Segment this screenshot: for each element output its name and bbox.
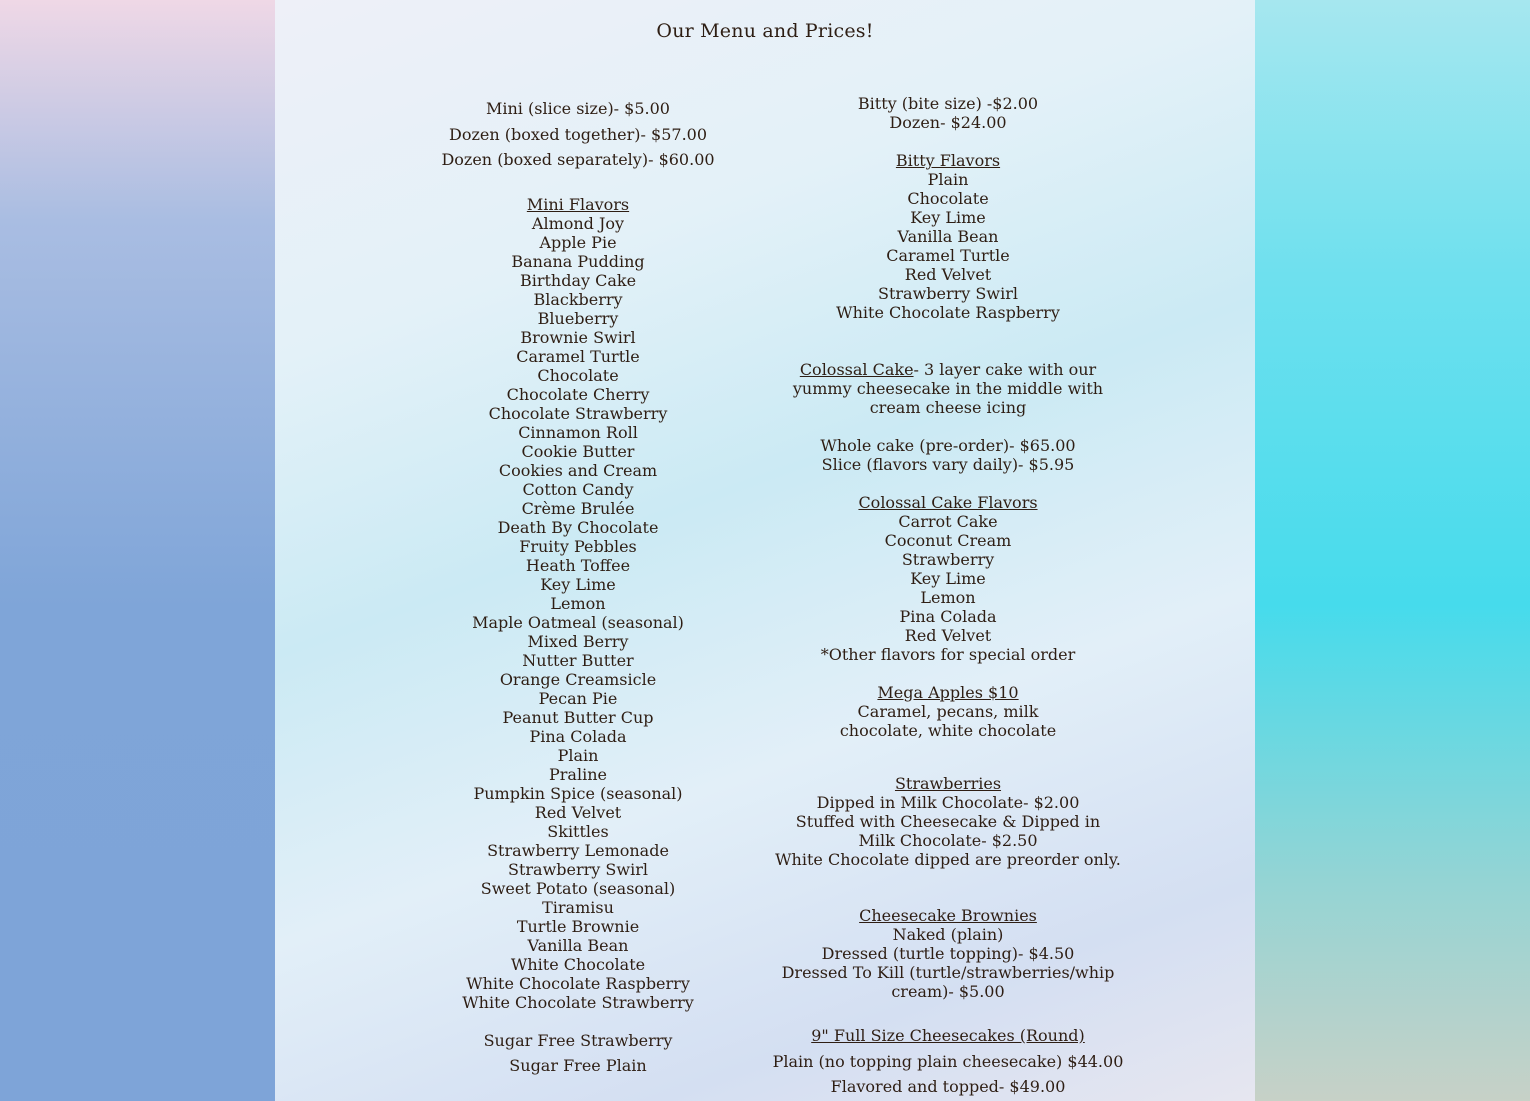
mini-flavor-item: Birthday Cake (519, 270, 637, 290)
strawberries-heading: Strawberries (894, 774, 1002, 793)
bitty-flavor-list (760, 170, 1136, 322)
mini-price-line: Mini (slice size)- $5.00 (486, 99, 670, 118)
background-right (1255, 0, 1530, 1101)
mini-flavor-item: Maple Oatmeal (seasonal) (472, 612, 684, 632)
mini-flavor-item: Red Velvet (534, 802, 622, 822)
mini-flavor-item: Death By Chocolate (497, 517, 659, 537)
mini-flavor-item: Cotton Candy (522, 479, 634, 499)
bitty-flavors-heading: Bitty Flavors (895, 151, 1001, 170)
mini-flavor-item: Cookies and Cream (498, 460, 658, 480)
mini-flavor-item: Chocolate Cherry (506, 384, 650, 404)
brownies-line: Dressed To Kill (turtle/strawberries/whip cream)- $5.00 (781, 963, 1115, 1001)
background-left (0, 0, 275, 1101)
mini-flavor-item: Pina Colada (529, 726, 627, 746)
strawberries-line: Stuffed with Cheesecake & Dipped in Milk Chocolate- $2.50 (795, 812, 1101, 850)
mini-flavor-item: Turtle Brownie (516, 916, 640, 936)
mini-price-line: Dozen (boxed separately)- $60.00 (441, 150, 715, 169)
mini-flavor-item: Banana Pudding (511, 251, 645, 271)
mini-flavor-item: Peanut Butter Cup (502, 707, 654, 727)
mini-prices (420, 96, 736, 173)
mega-apples-description: Caramel, pecans, milk chocolate, white chocolate (839, 702, 1057, 740)
bitty-flavor-item: Key Lime (910, 208, 986, 227)
sugar-free-item: Sugar Free Strawberry (483, 1030, 673, 1050)
sugar-free-list (420, 1028, 736, 1078)
mini-flavor-item: Heath Toffee (525, 555, 631, 575)
bitty-price-line: Bitty (bite size) -$2.00 (857, 94, 1039, 113)
full-size-section (760, 1023, 1136, 1100)
colossal-flavor-list (760, 512, 1136, 664)
mini-flavor-item: Lemon (550, 593, 606, 613)
colossal-flavor-item: Strawberry (901, 550, 995, 569)
mini-flavor-item: Almond Joy (531, 213, 625, 233)
mini-flavor-item: Orange Creamsicle (499, 669, 657, 689)
brownies-line: Dressed (turtle topping)- $4.50 (821, 944, 1075, 963)
bitty-flavor-item: Plain (927, 170, 969, 189)
mini-flavor-item: Strawberry Lemonade (487, 840, 669, 860)
sugar-free-item: Sugar Free Plain (509, 1055, 647, 1075)
bitty-price-line: Dozen- $24.00 (889, 113, 1007, 132)
mini-flavor-item: Sweet Potato (seasonal) (480, 878, 676, 898)
brownies-heading: Cheesecake Brownies (859, 906, 1037, 925)
mini-flavors-heading: Mini Flavors (526, 194, 630, 214)
menu-panel (275, 0, 1255, 1101)
bitty-flavor-item: Red Velvet (904, 265, 992, 284)
mini-flavor-item: Blackberry (533, 289, 623, 309)
mini-flavor-item: Vanilla Bean (527, 935, 629, 955)
mini-flavor-item: White Chocolate Raspberry (466, 973, 690, 993)
mini-flavor-item: Pumpkin Spice (seasonal) (473, 783, 683, 803)
mini-flavor-item: Praline (549, 764, 607, 784)
mini-flavor-item: Pecan Pie (538, 688, 618, 708)
colossal-flavor-item: Red Velvet (904, 626, 992, 645)
specials-column (760, 94, 1136, 1100)
full-size-heading: 9" Full Size Cheesecakes (Round) (811, 1026, 1085, 1045)
mini-flavor-item: Skittles (547, 821, 609, 841)
mini-flavor-item: White Chocolate (510, 954, 646, 974)
colossal-flavor-item: Lemon (920, 588, 976, 607)
mini-flavor-item: Cinnamon Roll (518, 422, 638, 442)
mini-flavor-item: Blueberry (537, 308, 619, 328)
mini-flavor-item: Chocolate (537, 365, 619, 385)
colossal-description (760, 360, 1136, 417)
mini-flavor-item: Nutter Butter (522, 650, 634, 670)
colossal-price-line: Whole cake (pre-order)- $65.00 (820, 436, 1076, 455)
brownies-line: Naked (plain) (892, 925, 1004, 944)
mini-flavor-item: Cookie Butter (521, 441, 635, 461)
mini-flavor-item: Crème Brulée (521, 498, 635, 518)
colossal-flavor-item: Pina Colada (899, 607, 997, 626)
bitty-flavor-item: Caramel Turtle (886, 246, 1010, 265)
mini-flavor-item: Strawberry Swirl (508, 859, 648, 879)
colossal-flavor-item: *Other flavors for special order (820, 645, 1076, 664)
bitty-flavor-item: Vanilla Bean (897, 227, 999, 246)
colossal-flavors-heading: Colossal Cake Flavors (858, 493, 1038, 512)
mega-apples-heading: Mega Apples $10 (877, 683, 1019, 702)
mini-flavor-item: Apple Pie (539, 232, 617, 252)
bitty-flavor-item: Strawberry Swirl (878, 284, 1018, 303)
colossal-flavor-item: Coconut Cream (884, 531, 1012, 550)
full-size-line: Flavored and topped- $49.00 (830, 1077, 1066, 1096)
mini-flavor-item: Mixed Berry (527, 631, 629, 651)
colossal-heading: Colossal Cake (799, 360, 914, 379)
page-title: Our Menu and Prices! (656, 20, 874, 42)
mini-flavor-item: White Chocolate Strawberry (462, 992, 694, 1012)
bitty-flavor-item: Chocolate (907, 189, 989, 208)
mini-flavor-list (420, 214, 736, 1012)
mini-flavor-item: Brownie Swirl (520, 327, 636, 347)
strawberries-line: Dipped in Milk Chocolate- $2.00 (816, 793, 1080, 812)
mini-flavor-item: Tiramisu (542, 897, 614, 917)
strawberries-line: White Chocolate dipped are preorder only. (775, 850, 1121, 869)
mini-flavor-item: Fruity Pebbles (519, 536, 637, 556)
colossal-flavor-item: Carrot Cake (898, 512, 998, 531)
mini-flavor-item: Caramel Turtle (516, 346, 640, 366)
colossal-flavor-item: Key Lime (910, 569, 986, 588)
colossal-description-text: - 3 layer cake with our yummy cheesecake in the middle with cream cheese icing (792, 360, 1104, 417)
bitty-flavor-item: White Chocolate Raspberry (836, 303, 1060, 322)
mini-flavor-item: Chocolate Strawberry (488, 403, 668, 423)
mini-flavor-item: Plain (557, 745, 599, 765)
full-size-line: Plain (no topping plain cheesecake) $44.00 (772, 1051, 1124, 1071)
colossal-price-line: Slice (flavors vary daily)- $5.95 (821, 455, 1075, 474)
mini-price-line: Dozen (boxed together)- $57.00 (448, 124, 708, 144)
mini-flavor-item: Key Lime (540, 574, 616, 594)
mini-column (420, 96, 736, 1078)
